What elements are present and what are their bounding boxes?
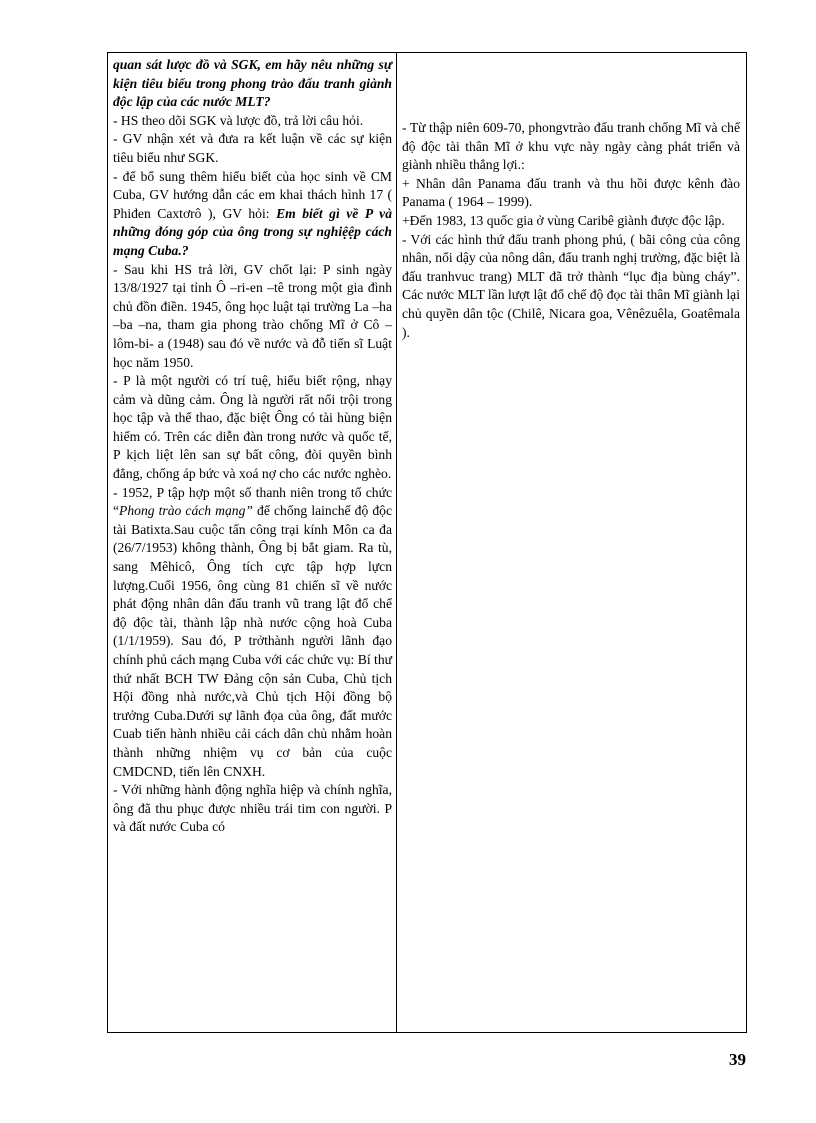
italic-term: Phong trào cách mạng” [119, 503, 253, 519]
paragraph: - Với các hình thứ đấu tranh phong phú, ( bãi công của công nhân, nổi dậy của nông dân, đấu tranh nghị trường, đặc biệt là đấu tranhvuc trang) MLT đã trở thành “lục địa bùng cháy”. Các nước MLT lần lượt lật đổ chế độ đọc tài thân Mĩ giành lại chủ quyền dân tộc (Chilê, Nicara goa, Vênêzuêla, Goatêmala ). [402, 231, 740, 340]
left-column-content [108, 53, 396, 1032]
paragraph-text: - 1952, P tập hợp một số thanh niên trong tổ chức “ [113, 484, 392, 519]
left-column-cell [108, 53, 397, 1033]
paragraph: - Với những hành động nghĩa hiệp và chính nghĩa, ông đã thu phục được nhiều trái tim con người. P và đất nước Cuba có [113, 782, 392, 835]
right-column-cell [397, 53, 747, 1033]
paragraph [113, 484, 392, 782]
paragraph-text: để chống lainchế độ độc tài Batixta.Sau cuộc tấn công trại kính Môn ca đa (26/7/1953) không thành, Ông bị bắt giam. Ra tù, sang Mêhicô, Ông tích cực tập hợp lựcn lượng.Cuối 1956, ông cùng 81 chiến sĩ về nước phát động nhân dân đấu tranh vũ trang lật đổ chế độ độc tài, thành lập nhà nước cộng hoà Cuba (1/1/1959). Sau đó, P trởthành người lãnh đạo chính phủ cách mạng Cuba với các chức vụ: Bí thư thứ nhất BCH TW Đảng cộn sản Cuba, Chủ tịch Hội đồng nhà nước,và Chủ tịch Hội đồng bộ trưởng Cuba.Dưới sự lãnh đọa của ông, đất mước Cuab tiến hành nhiều cải cách dân chủ nhằm hoàn thành những nhiệm vụ cơ bản của cuộc CMDCND, tiến lên CNXH. [113, 503, 393, 779]
lesson-table [107, 52, 747, 1033]
paragraph: + Nhân dân Panama đấu tranh và thu hồi được kênh đào Panama ( 1964 – 1999). [402, 175, 740, 210]
question-text: quan sát lược đồ và SGK, em hãy nêu những sự kiện tiêu biểu trong phong trào đấu tranh giành độc lập của các nước MLT? [113, 57, 392, 110]
paragraph: - P là một người có trí tuệ, hiểu biết rộng, nhạy cảm và dũng cảm. Ông là người rất nổi trội trong học tập và thể thao, đặc biệt Ông có tài hùng biện hiếm có. Trên các diễn đàn trong nước và quốc tế, P kịch liệt lên san sự bất công, đòi quyền bình đẳng, chống áp bức và xoá nợ cho các nước nghèo. [113, 373, 392, 482]
paragraph: - Từ thập niên 609-70, phongvtrào đấu tranh chống Mĩ và chế độ độc tài thân Mĩ ở khu vực này ngày càng phát triển và giành nhiều thắng lợi.: [402, 120, 740, 173]
paragraph: - GV nhận xét và đưa ra kết luận về các sự kiện tiêu biểu như SGK. [113, 131, 392, 165]
paragraph-text: - để bổ sung thêm hiểu biết của học sinh về CM Cuba, GV hướng dẫn các em khai thách hình 17 ( Phiđen Caxtơrô ), GV hỏi: [113, 168, 392, 221]
table-row [108, 53, 747, 1033]
paragraph: - HS theo dõi SGK và lược đồ, trả lời câu hỏi. [113, 112, 364, 128]
question-text: Em biết gì về P và những đóng góp của ông trong sự nghiệệp cách mạng Cuba.? [113, 205, 392, 258]
paragraph [113, 168, 392, 261]
paragraph: - Sau khi HS trả lời, GV chốt lại: P sinh ngày 13/8/1927 tại tỉnh Ô –ri-en –tê trong một gia đình chủ đồn điền. 1945, ông học luật tại trường La –ha –ba –na, tham gia phong trào chống Mĩ ở Cô –lôm-bi- a (1948) sau đó về nước và đỗ tiến sĩ Luật học năm 1950. [113, 261, 392, 370]
right-column-content [397, 53, 746, 342]
page-number: 39 [729, 1050, 746, 1069]
paragraph: +Đến 1983, 13 quốc gia ở vùng Caribê giành được độc lập. [402, 212, 725, 228]
